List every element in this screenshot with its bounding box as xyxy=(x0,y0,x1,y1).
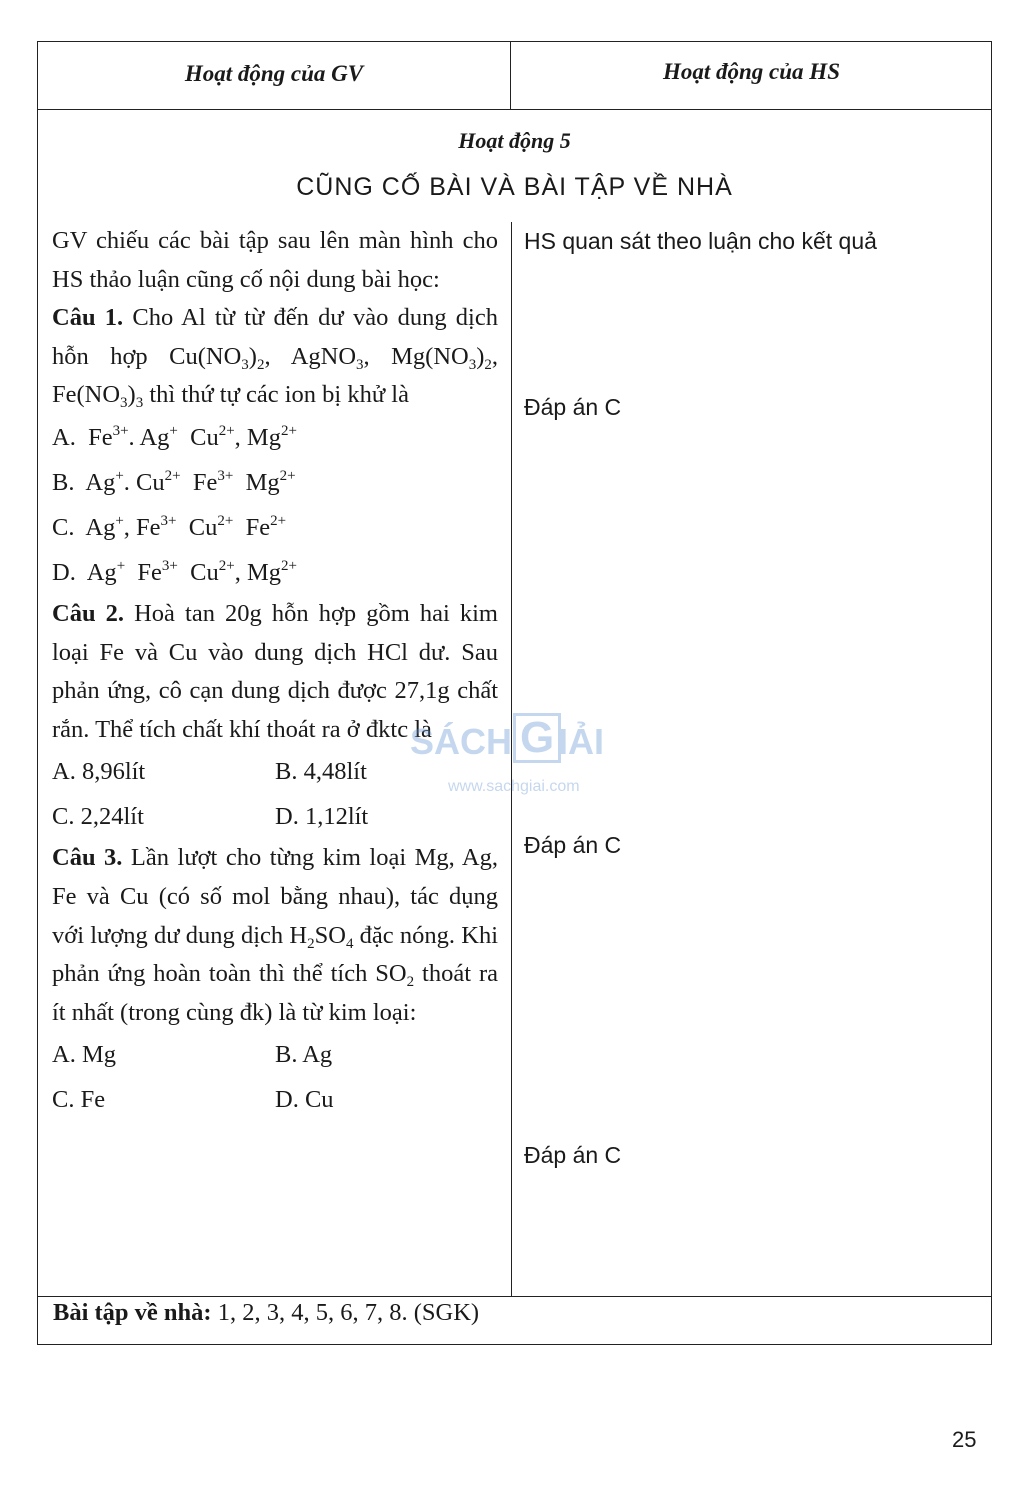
question-3-option-c: C. Fe xyxy=(52,1086,106,1114)
question-2-option-b: B. 4,48lít xyxy=(275,758,367,786)
question-3-option-d: D. Cu xyxy=(275,1086,334,1114)
page-number: 25 xyxy=(952,1427,977,1452)
question-3-options-row-2 xyxy=(52,1077,498,1122)
question-1-option-c: C. Ag+, $Fe^{3+}$ $Cu^{2+}$ $Fe^{2+}$ xyxy=(52,512,287,541)
question-2-option-a: A. 8,96lít xyxy=(52,758,146,786)
question-3: Câu 3. Lần lượt cho từng kim loại Mg, Ag, Fe và Cu (có số mol bằng nhau), tác dụng với lượng dư dung dịch $H_2SO_4$ đặc nóng. Khi phản ứng hoàn toàn thì thể tích $SO_2$ thoát ra ít nhất (trong cùng đk) là từ kim loại: xyxy=(52,844,498,1026)
question-3-options-row-1 xyxy=(52,1032,498,1077)
hs-answer-1: Đáp án C xyxy=(524,394,622,420)
question-1: Câu 1. Cho Al từ từ đến dư vào dung dịch hỗn hợp $Cu(NO_3)_2$, AgNO$_3$, $Mg(NO_3)_2$, $Fe(NO_3)_3$ thì thứ tự các ion bị khử là xyxy=(52,304,498,412)
homework-divider xyxy=(38,1296,991,1297)
hs-answer-2: Đáp án C xyxy=(524,832,622,858)
hs-observe: HS quan sát theo luận cho kết quả xyxy=(524,228,877,254)
lesson-table xyxy=(37,41,992,1345)
question-1-option-a: A. $Fe^{3+}$. Ag+ $Cu^{2+}$, $Mg^{2+}$ xyxy=(52,422,297,451)
gv-column xyxy=(52,222,498,1122)
question-2-option-d: D. 1,12lít xyxy=(275,803,369,831)
question-3-label: Câu 3. xyxy=(52,844,123,872)
question-3-option-a: A. Mg xyxy=(52,1041,116,1069)
activity-title: Hoạt động 5 xyxy=(458,128,571,153)
hs-answer-3: Đáp án C xyxy=(524,1142,622,1168)
homework-text: 1, 2, 3, 4, 5, 6, 7, 8. (SGK) xyxy=(211,1299,480,1326)
question-1-label: Câu 1. xyxy=(52,304,124,332)
header-gv: Hoạt động của GV xyxy=(184,61,364,86)
question-2: Câu 2. Hoà tan 20g hỗn hợp gồm hai kim loại Fe và Cu vào dung dịch HCl dư. Sau phản ứng, cô cạn dung dịch được 27,1g chất rắn. Thể tích chất khí thoát ra ở đktc là xyxy=(52,599,498,743)
question-1-option-b: B. Ag+. $Cu^{2+}$ $Fe^{3+}$ $Mg^{2+}$ xyxy=(52,467,296,496)
watermark-logo: SÁCH G IẢI www.sachgiai.com xyxy=(410,713,605,795)
header-column-divider xyxy=(510,42,511,109)
gv-intro: GV chiếu các bài tập sau lên màn hình cho HS thảo luận cũng cố nội dung bài học: xyxy=(52,227,498,293)
question-2-option-c: C. 2,24lít xyxy=(52,803,144,831)
question-3-option-b: B. Ag xyxy=(275,1041,333,1069)
homework xyxy=(53,1299,479,1327)
question-2-label: Câu 2. xyxy=(52,599,125,627)
activity-subtitle: CŨNG CỐ BÀI VÀ BÀI TẬP VỀ NHÀ xyxy=(296,173,733,201)
header-hs: Hoạt động của HS xyxy=(662,59,840,84)
homework-label: Bài tập về nhà: xyxy=(53,1299,212,1326)
question-1-option-d: D. Ag+ $Fe^{3+}$ $Cu^{2+}$, $Mg^{2+}$ xyxy=(52,557,297,586)
header-divider xyxy=(38,109,991,110)
